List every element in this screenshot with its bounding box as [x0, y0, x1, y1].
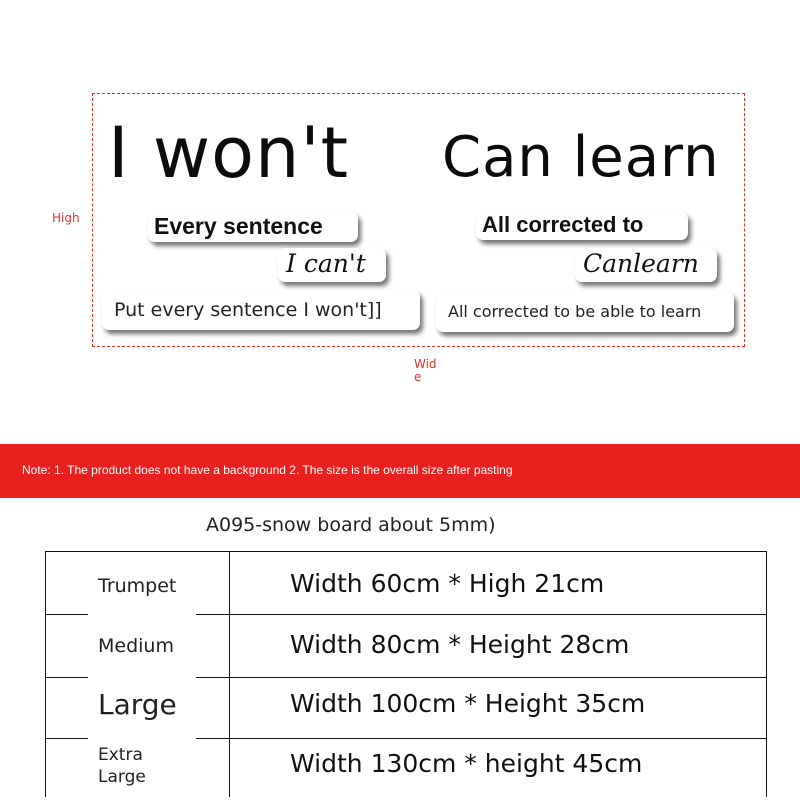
headline-right: Can learn: [442, 125, 720, 190]
size-name-extra-large: Extra Large: [98, 745, 146, 787]
table-row-divider: [45, 614, 88, 615]
sticker-label-bold-right: All corrected to: [476, 212, 688, 240]
table-row-divider: [196, 738, 229, 739]
size-name-trumpet: Trumpet: [98, 575, 177, 597]
table-row-divider: [229, 738, 767, 739]
board-note: A095-snow board about 5mm): [206, 514, 496, 536]
size-value-trumpet: Width 60cm * High 21cm: [290, 569, 605, 598]
table-row-divider: [229, 614, 767, 615]
sticker-label-body-left: Put every sentence I won't]]: [102, 290, 420, 330]
size-value-extra-large: Width 130cm * height 45cm: [290, 749, 643, 778]
size-value-large: Width 100cm * Height 35cm: [290, 689, 646, 718]
headline-left: I won't: [108, 112, 350, 194]
table-row-divider: [45, 677, 88, 678]
width-dimension-label: Wide: [414, 357, 437, 384]
table-row-divider: [229, 677, 767, 678]
sticker-label-bold-left: Every sentence: [148, 212, 358, 242]
notice-text: Note: 1. The product does not have a background 2. The size is the overall size after pasting: [22, 463, 513, 477]
sticker-label-body-right: All corrected to be able to learn: [436, 292, 734, 332]
table-row-divider: [196, 677, 229, 678]
table-row-divider: [45, 738, 88, 739]
sticker-label-script-right: Canlearn: [575, 248, 717, 282]
size-name-medium: Medium: [98, 635, 174, 657]
size-value-medium: Width 80cm * Height 28cm: [290, 630, 630, 659]
notice-bar: [0, 444, 800, 498]
height-dimension-label: High: [52, 211, 80, 225]
table-row-divider: [196, 614, 229, 615]
size-name-large: Large: [98, 688, 177, 721]
table-column-divider: [229, 551, 230, 797]
sticker-label-script-left: I can't: [278, 248, 386, 282]
